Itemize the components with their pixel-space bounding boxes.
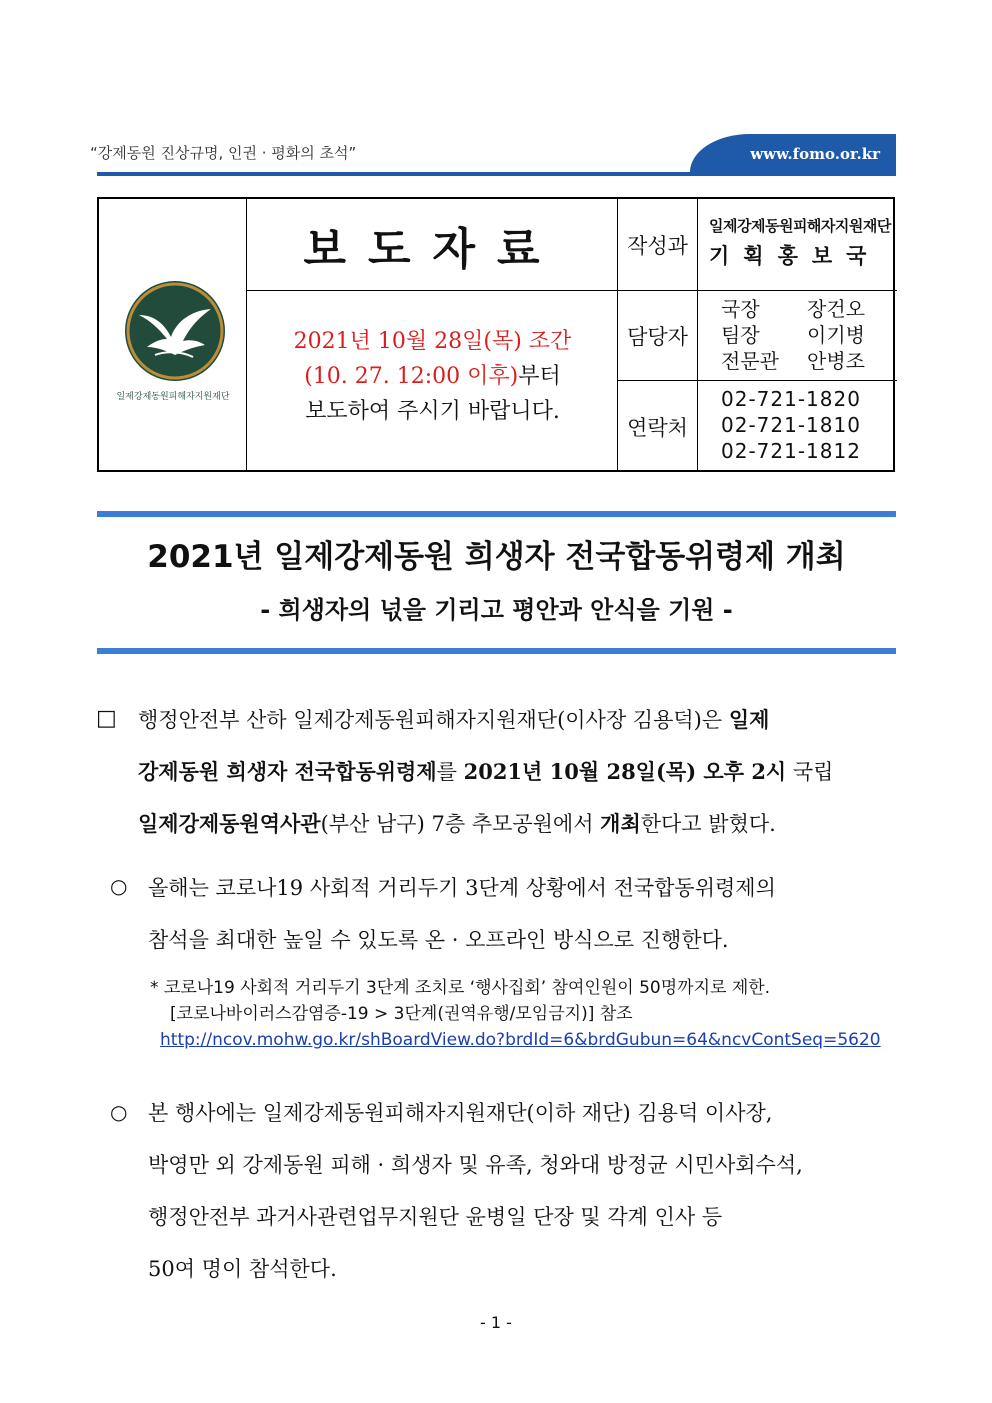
text-span-bold: 개최 [600, 811, 641, 836]
contact-list [699, 291, 895, 381]
embargo-request: 보도하여 주시기 바랍니다. [305, 399, 560, 424]
header-slogan: “강제동원 진상규명, 인권 · 평화의 초석” [90, 144, 357, 162]
contact-name: 장건오 [807, 297, 865, 321]
circle-bullet-icon: ○ [110, 874, 128, 898]
document-title: 보도자료 [303, 224, 562, 275]
author-info [699, 199, 895, 291]
footnote-line: * 코로나19 사회적 거리두기 3단계 조치로 ‘행사집회’ 참여인원이 50명까지로 제한. [150, 978, 771, 998]
contact-role: 국장 [721, 297, 760, 321]
author-org: 일제강제동원피해자지원재단 [709, 217, 891, 235]
contact-row [721, 296, 895, 322]
press-release-info-table [97, 197, 895, 472]
foundation-logo [125, 281, 225, 381]
text-span-bold: 일제 [728, 707, 770, 732]
footnote-line: [코로나바이러스감염증-19 > 3단계(권역유행/모임금지)] 참조 [170, 1004, 633, 1024]
embargo-date: 2021년 10월 28일(목) 조간 [293, 329, 572, 354]
header-url[interactable]: www.fomo.or.kr [750, 145, 880, 163]
paragraph-line: 행정안전부 과거사관련업무지원단 윤병일 단장 및 각계 인사 등 [148, 1205, 723, 1229]
author-dept: 기획홍보국 [709, 244, 881, 268]
author-label: 작성과 [627, 233, 688, 258]
page-number: - 1 - [480, 1313, 512, 1332]
phone-number: 02-721-1810 [721, 413, 861, 437]
phone-number: 02-721-1820 [721, 387, 861, 411]
logo-cell [99, 199, 246, 472]
contact-role: 전문관 [721, 349, 779, 373]
contact-row [721, 322, 895, 348]
reference-link[interactable]: http://ncov.mohw.go.kr/shBoardView.do?brdId=6&brdGubun=64&ncvContSeq=5620 [160, 1030, 881, 1050]
phone-list [699, 381, 895, 472]
paragraph-line [138, 798, 896, 850]
headline: 2021년 일제강제동원 희생자 전국합동위령제 개최 [147, 539, 846, 575]
embargo-time: (10. 27. 12:00 이후) [304, 364, 519, 389]
paragraph-line [138, 694, 896, 746]
text-span-bold: 강제동원 희생자 전국합동위령제 [138, 759, 437, 784]
footnote [150, 975, 881, 1053]
header-rule [97, 172, 896, 176]
contact-name: 안병조 [807, 349, 865, 373]
paragraph-online [148, 862, 896, 966]
dove-icon [125, 281, 225, 381]
embargo-notice [247, 291, 618, 472]
paragraph-line [138, 746, 896, 798]
text-span: (부산 남구) 7층 추모공원에서 [320, 812, 601, 836]
contact-role: 팀장 [721, 323, 760, 347]
text-span: 를 [436, 760, 464, 784]
contact-row [721, 348, 895, 374]
subheadline: - 희생자의 넋을 기리고 평안과 안식을 기원 - [260, 596, 733, 624]
paragraph-line: 참석을 최대한 높일 수 있도록 온 · 오프라인 방식으로 진행한다. [148, 928, 729, 952]
paragraph-line: 본 행사에는 일제강제동원피해자지원재단(이하 재단) 김용덕 이사장, [148, 1101, 773, 1125]
text-span: 한다고 밝혔다. [640, 812, 776, 836]
contact-name: 이기병 [807, 323, 865, 347]
paragraph-main [138, 694, 896, 850]
square-bullet-icon: □ [96, 706, 117, 731]
circle-bullet-icon: ○ [110, 1100, 128, 1124]
headline-bottom-rule [97, 648, 896, 654]
paragraph-attendees [148, 1087, 896, 1295]
phone-label: 연락처 [627, 415, 688, 440]
paragraph-line: 50여 명이 참석한다. [148, 1257, 337, 1281]
paragraph-line: 박영만 외 강제동원 피해 · 희생자 및 유족, 청와대 방정균 시민사회수석, [148, 1153, 803, 1177]
headline-top-rule [97, 511, 896, 517]
text-span-bold: 2021년 10월 28일(목) 오후 2시 [463, 759, 787, 784]
contact-label: 담당자 [627, 324, 688, 349]
text-span-bold: 일제강제동원역사관 [138, 811, 321, 836]
paragraph-line: 올해는 코로나19 사회적 거리두기 3단계 상황에서 전국합동위령제의 [148, 876, 776, 900]
logo-caption: 일제강제동원피해자지원재단 [116, 392, 230, 402]
text-span: 행정안전부 산하 일제강제동원피해자지원재단(이사장 김용덕)은 [138, 708, 729, 732]
embargo-suffix: 부터 [518, 364, 561, 389]
text-span: 국립 [786, 760, 834, 784]
phone-number: 02-721-1812 [721, 439, 861, 463]
